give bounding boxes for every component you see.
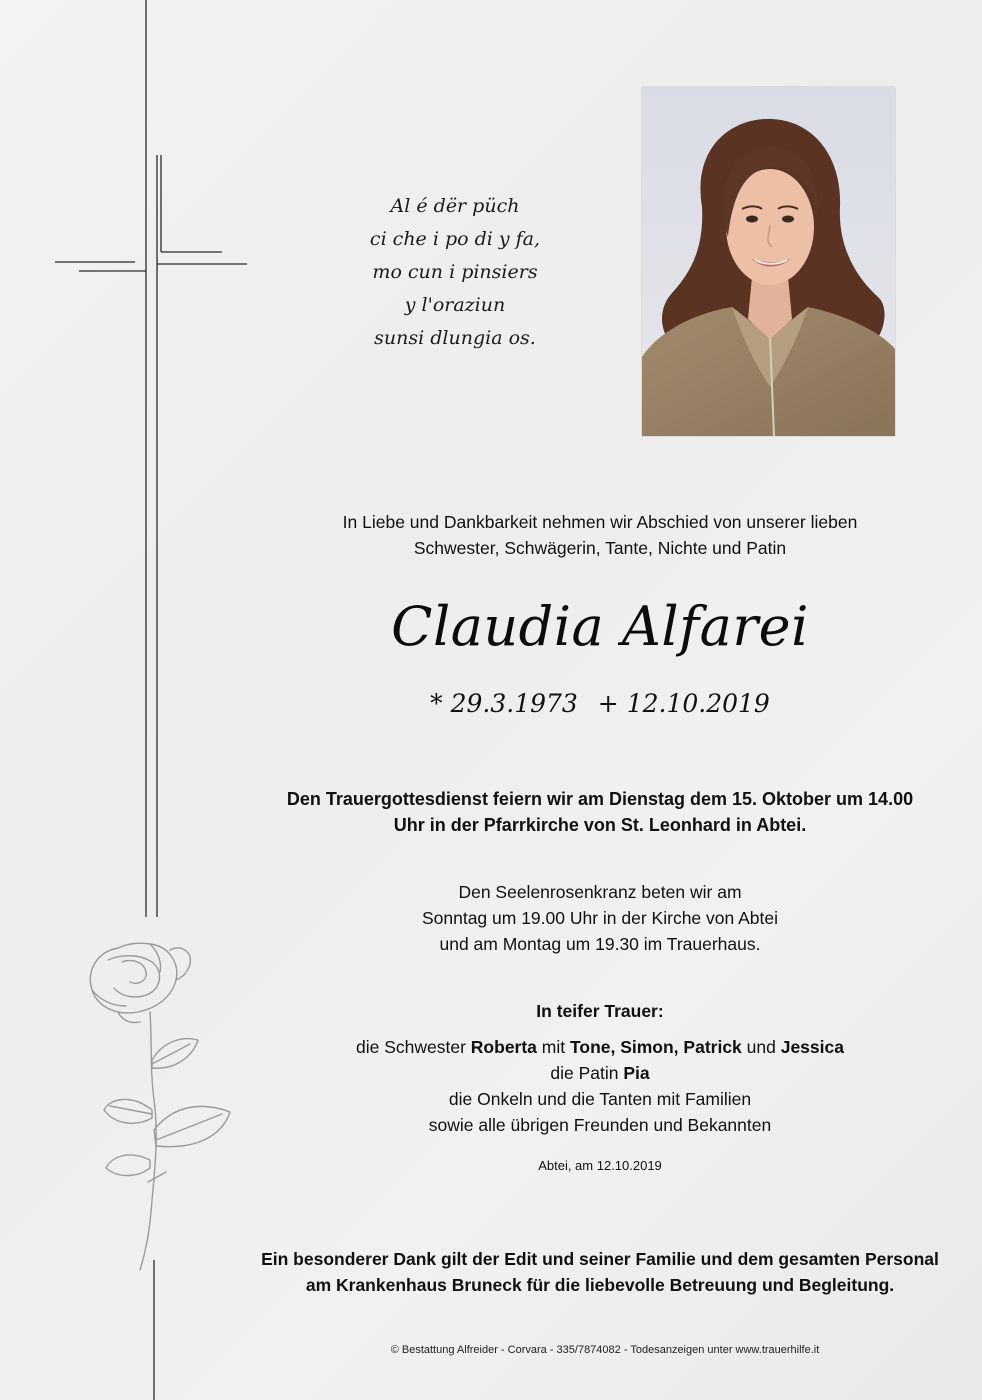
- thanks-line: Ein besonderer Dank gilt der Edit und seiner Familie und dem gesamten Personal: [261, 1249, 939, 1269]
- mourning-title: In teifer Trauer:: [536, 1001, 664, 1021]
- funeral-service: [250, 786, 950, 838]
- mourners-text: die Schwester: [356, 1037, 471, 1057]
- mourners-line: sowie alle übrigen Freunden und Bekannten: [428, 1115, 772, 1135]
- mourner-name: Roberta: [470, 1037, 537, 1057]
- rosary-line: Sonntag um 19.00 Uhr in der Kirche von Abtei: [421, 908, 779, 928]
- thanks-text: [240, 1246, 960, 1298]
- rosary-info: [270, 879, 930, 957]
- footer-credit: © Bestattung Alfreider - Corvara - 335/7874082 - Todesanzeigen unter www.trauerhilfe.it: [390, 1344, 820, 1356]
- service-line: Den Trauergottesdienst feiern wir am Dienstag dem 15. Oktober um 14.00: [286, 789, 914, 809]
- mourners-line: die Onkeln und die Tanten mit Familien: [448, 1089, 752, 1109]
- portrait-photo: [642, 87, 895, 436]
- thanks-line: am Krankenhaus Bruneck für die liebevolle Betreuung und Begleitung.: [305, 1275, 895, 1295]
- verse-line: Al é dër püch: [390, 195, 520, 217]
- rose-icon: [90, 943, 230, 1270]
- place-date: Abtei, am 12.10.2019: [538, 1158, 662, 1173]
- mourners-text: die Patin: [550, 1063, 624, 1083]
- intro-line: In Liebe und Dankbarkeit nehmen wir Abschied von unserer lieben: [342, 512, 858, 532]
- verse-line: mo cun i pinsiers: [372, 261, 538, 283]
- life-dates: [270, 686, 930, 722]
- verse-line: sunsi dlungia os.: [374, 327, 536, 349]
- verse-line: y l'oraziun: [404, 294, 506, 316]
- mourners-line: [270, 1034, 930, 1060]
- verse: [340, 190, 570, 355]
- mourner-name: Jessica: [780, 1037, 844, 1057]
- verse-line: ci che i po di y fa,: [369, 228, 541, 250]
- mourners-list: [270, 1034, 930, 1138]
- deceased-name: Claudia Alfarei: [391, 595, 809, 658]
- death-date: + 12.10.2019: [597, 689, 770, 718]
- rosary-line: Den Seelenrosenkranz beten wir am: [458, 882, 742, 902]
- intro-text: [270, 509, 930, 561]
- birth-date: * 29.3.1973: [430, 689, 578, 718]
- cross-icon: [55, 0, 247, 1400]
- decoration: [0, 0, 260, 1400]
- mourners-text: und: [741, 1037, 781, 1057]
- mourner-name: Pia: [623, 1063, 650, 1083]
- mourner-name: Tone, Simon, Patrick: [569, 1037, 742, 1057]
- service-line: Uhr in der Pfarrkirche von St. Leonhard in Abtei.: [393, 815, 807, 835]
- mourners-text: mit: [536, 1037, 570, 1057]
- mourners-line: [270, 1060, 930, 1086]
- intro-line: Schwester, Schwägerin, Tante, Nichte und Patin: [413, 538, 787, 558]
- rosary-line: und am Montag um 19.30 im Trauerhaus.: [439, 934, 761, 954]
